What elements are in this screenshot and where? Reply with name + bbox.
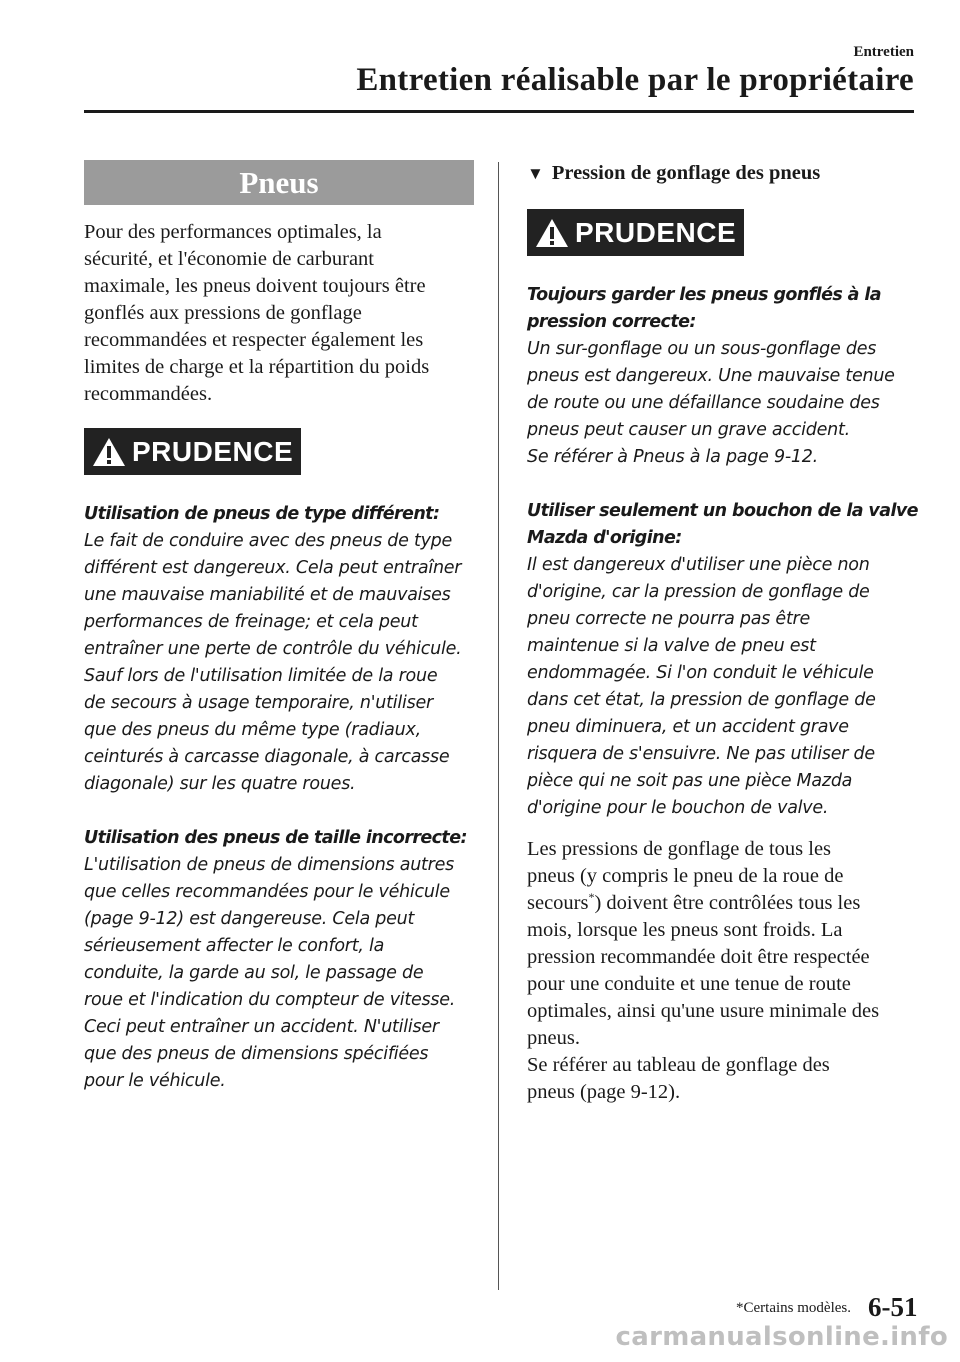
page-title: Entretien réalisable par le propriétaire xyxy=(356,62,914,98)
caution-heading: Utiliser seulement un bouchon de la valve xyxy=(527,501,918,521)
warning-triangle-icon xyxy=(535,218,569,248)
caution-banner xyxy=(527,209,744,256)
column-divider xyxy=(498,162,499,1290)
caution-text-pressure: Toujours garder les pneus gonflés à la pression correcte: Un sur-gonflage ou un sous-gonflage des pneus est dangereux. Une mauvaise tenue de route ou une défaillance soudaine des pneus peut causer un grave accident. Se référer à Pneus à la page 9-12. Utiliser seulement un bouchon de la valve Mazda d'origine: Il est dangereux d'utiliser une pièce non d'origine, car la pression de gonflage de pneu correcte ne pourra pas être maintenue si la valve de pneu est endommagée. Si l'on conduit le véhicule dans cet état, la pression de gonflage de pneu diminuera, et un accident grave risquera de s'ensuivre. Ne pas utiliser de pièce qui ne soit pas une pièce Mazda d'origine pour le bouchon de valve. xyxy=(527,282,919,822)
caution-banner xyxy=(84,428,301,475)
subsection-heading: ▼ Pression de gonflage des pneus xyxy=(527,160,919,187)
caution-heading: pression correcte: xyxy=(527,312,696,332)
header-section: Entretien xyxy=(853,44,914,60)
right-column xyxy=(527,160,919,1106)
footnote: *Certains modèles. xyxy=(736,1300,851,1316)
header-rule xyxy=(84,110,914,113)
intro-paragraph: Pour des performances optimales, la sécurité, et l'économie de carburant maximale, les pneus doivent toujours être gonflés aux pressions de gonflage recommandées et respecter également les limites de charge et la répartition du poids recommandées. xyxy=(84,221,430,405)
caution-heading: Utilisation de pneus de type différent: xyxy=(84,504,440,524)
caution-label: PRUDENCE xyxy=(575,216,737,248)
watermark: carmanualsonline.info xyxy=(615,1322,948,1352)
left-column xyxy=(84,160,474,1095)
caution-text-different-type: Utilisation de pneus de type différent: Le fait de conduire avec des pneus de type différent est dangereux. Cela peut entraîner une mauvaise maniabilité et de mauvaises performances de freinage; et cela peut entraîner une perte de contrôle du véhicule. Sauf lors de l'utilisation limitée de la roue de secours à usage temporaire, n'utiliser que des pneus du même type (radiaux, ceinturés à carcasse diagonale, à carcasse diagonale) sur les quatre roues. Utilisation des pneus de taille incorrecte: L'utilisation de pneus de dimensions autres que celles recommandées pour le véhicule (page 9-12) est dangereuse. Cela peut sérieusement affecter le confort, la conduite, la garde au sol, le passage de roue et l'indication du compteur de vitesse. Ceci peut entraîner un accident. N'utiliser que des pneus de dimensions spécifiées pour le véhicule. xyxy=(84,501,474,1095)
page-number: 6-51 xyxy=(868,1292,918,1322)
caution-label: PRUDENCE xyxy=(132,435,294,467)
caution-heading: Mazda d'origine: xyxy=(527,528,682,548)
warning-triangle-icon xyxy=(92,437,126,467)
body-paragraph: Les pressions de gonflage de tous les pneus (y compris le pneu de la roue de secours*) doivent être contrôlées tous les mois, lorsque les pneus sont froids. La pression recommandée doit être respectée pour une conduite et une tenue de route optimales, ainsi qu'une usure minimale des pneus. Se référer au tableau de gonflage des pneus (page 9-12). xyxy=(527,838,880,1103)
footnote-marker: * xyxy=(588,890,595,905)
section-title-bar: Pneus xyxy=(84,160,474,205)
caution-heading: Toujours garder les pneus gonflés à la xyxy=(527,285,881,305)
triangle-down-icon: ▼ xyxy=(527,164,544,183)
caution-heading: Utilisation des pneus de taille incorrecte: xyxy=(84,828,467,848)
